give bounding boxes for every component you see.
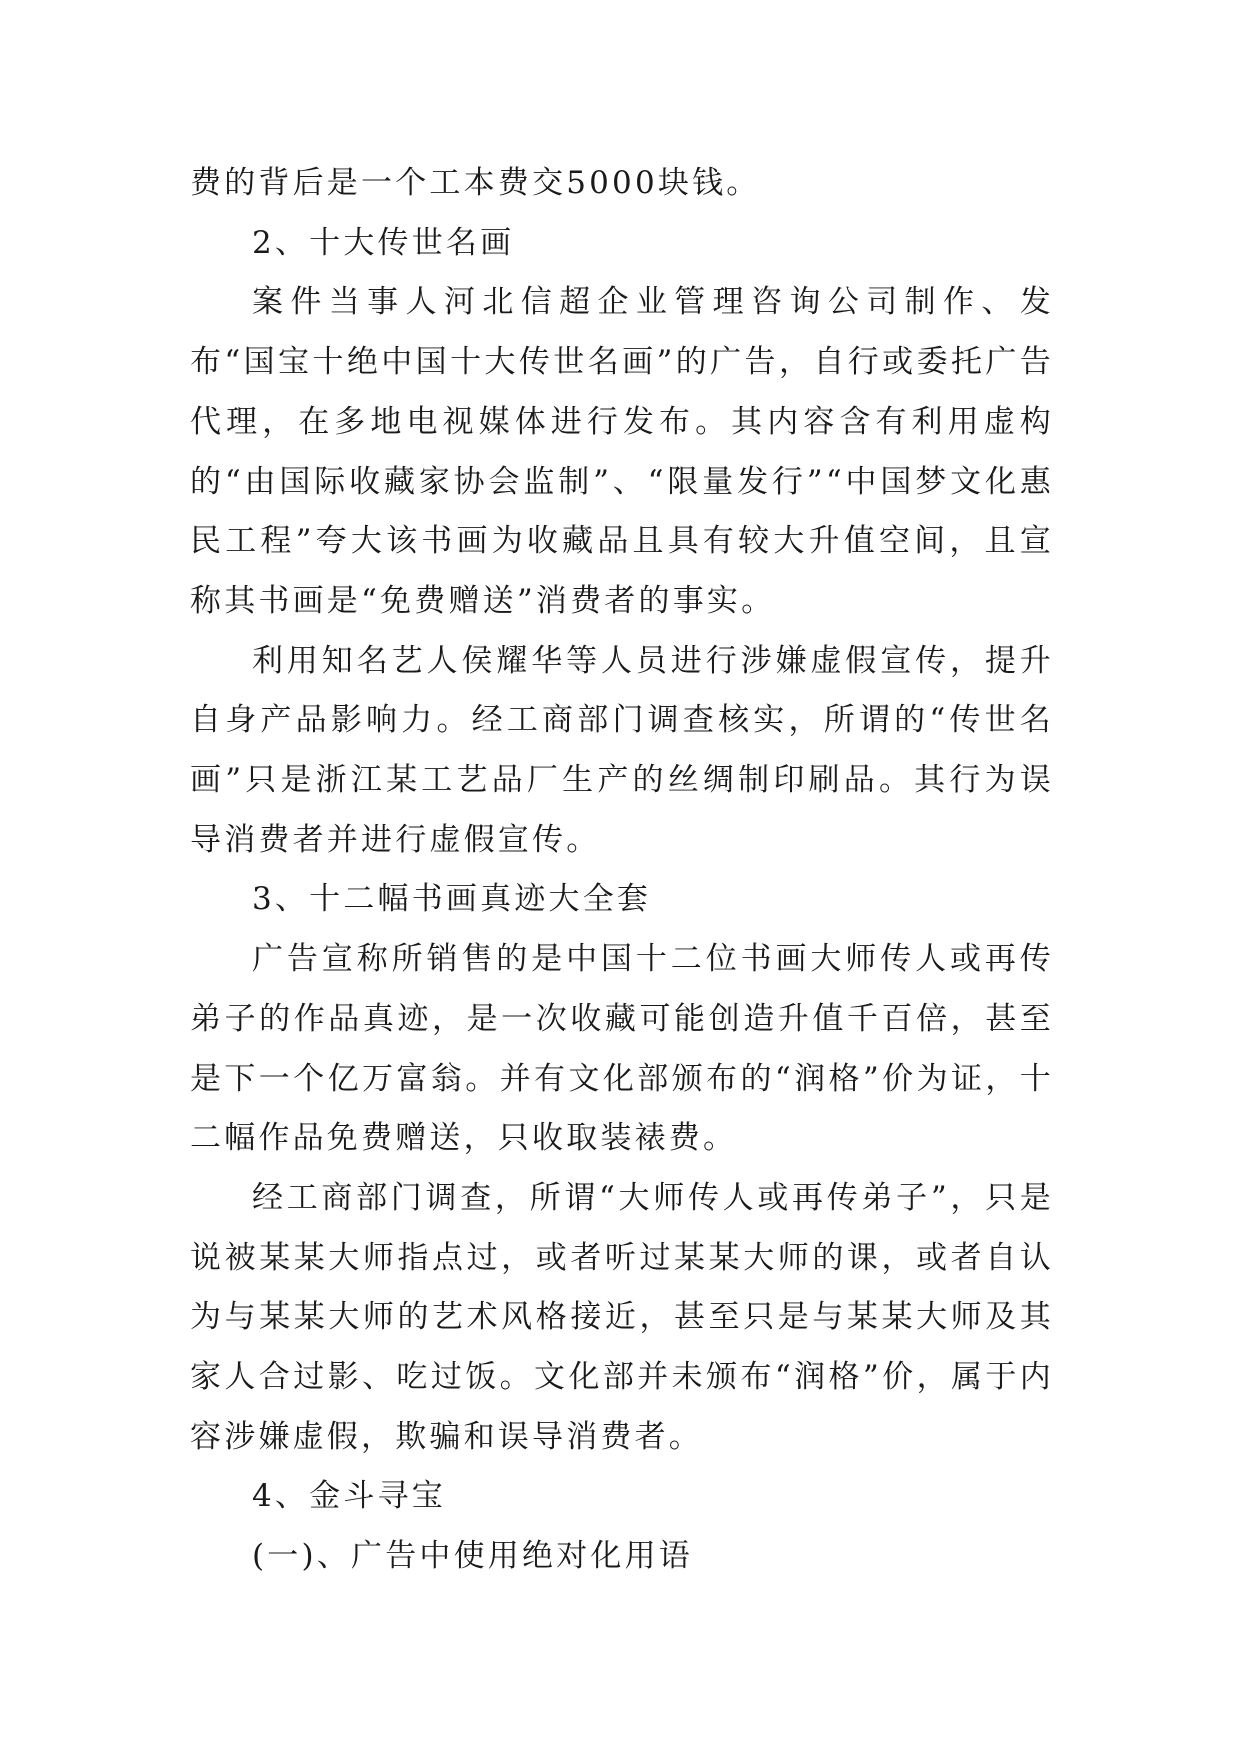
paragraph: 经工商部门调查，所谓“大师传人或再传弟子”，只是说被某某大师指点过，或者听过某某大师的课，或者自认为与某某大师的艺术风格接近，甚至只是与某某大师及其家人合过影、吃过饭。文化部并未颁布“润格”价，属于内容涉嫌虚假，欺骗和误导消费者。 [190,1179,1054,1455]
paragraph: 广告宣称所销售的是中国十二位书画大师传人或再传弟子的作品真迹，是一次收藏可能创造升值千百倍，甚至是下一个亿万富翁。并有文化部颁布的“润格”价为证，十二幅作品免费赠送，只收取装裱费。 [190,941,1054,1157]
paragraph-continuation: 费的背后是一个工本费交5000块钱。 [190,165,761,201]
document-body [190,154,1054,1587]
subsection-heading: (一)、广告中使用绝对化用语 [252,1538,693,1575]
section-heading-3: 3、十二幅书画真迹大全套 [252,881,652,918]
paragraph: 利用知名艺人侯耀华等人员进行涉嫌虚假宣传，提升自身产品影响力。经工商部门调查核实，所谓的“传世名画”只是浙江某工艺品厂生产的丝绸制印刷品。其行为误导消费者并进行虚假宣传。 [190,642,1054,858]
section-heading-4: 4、金斗寻宝 [252,1478,446,1515]
paragraph: 案件当事人河北信超企业管理咨询公司制作、发布“国宝十绝中国十大传世名画”的广告，自行或委托广告代理，在多地电视媒体进行发布。其内容含有利用虚构的“由国际收藏家协会监制”、“限量发行”“中国梦文化惠民工程”夸大该书画为收藏品且具有较大升值空间，且宣称其书画是“免费赠送”消费者的事实。 [190,284,1054,619]
section-heading-2: 2、十大传世名画 [252,224,515,261]
